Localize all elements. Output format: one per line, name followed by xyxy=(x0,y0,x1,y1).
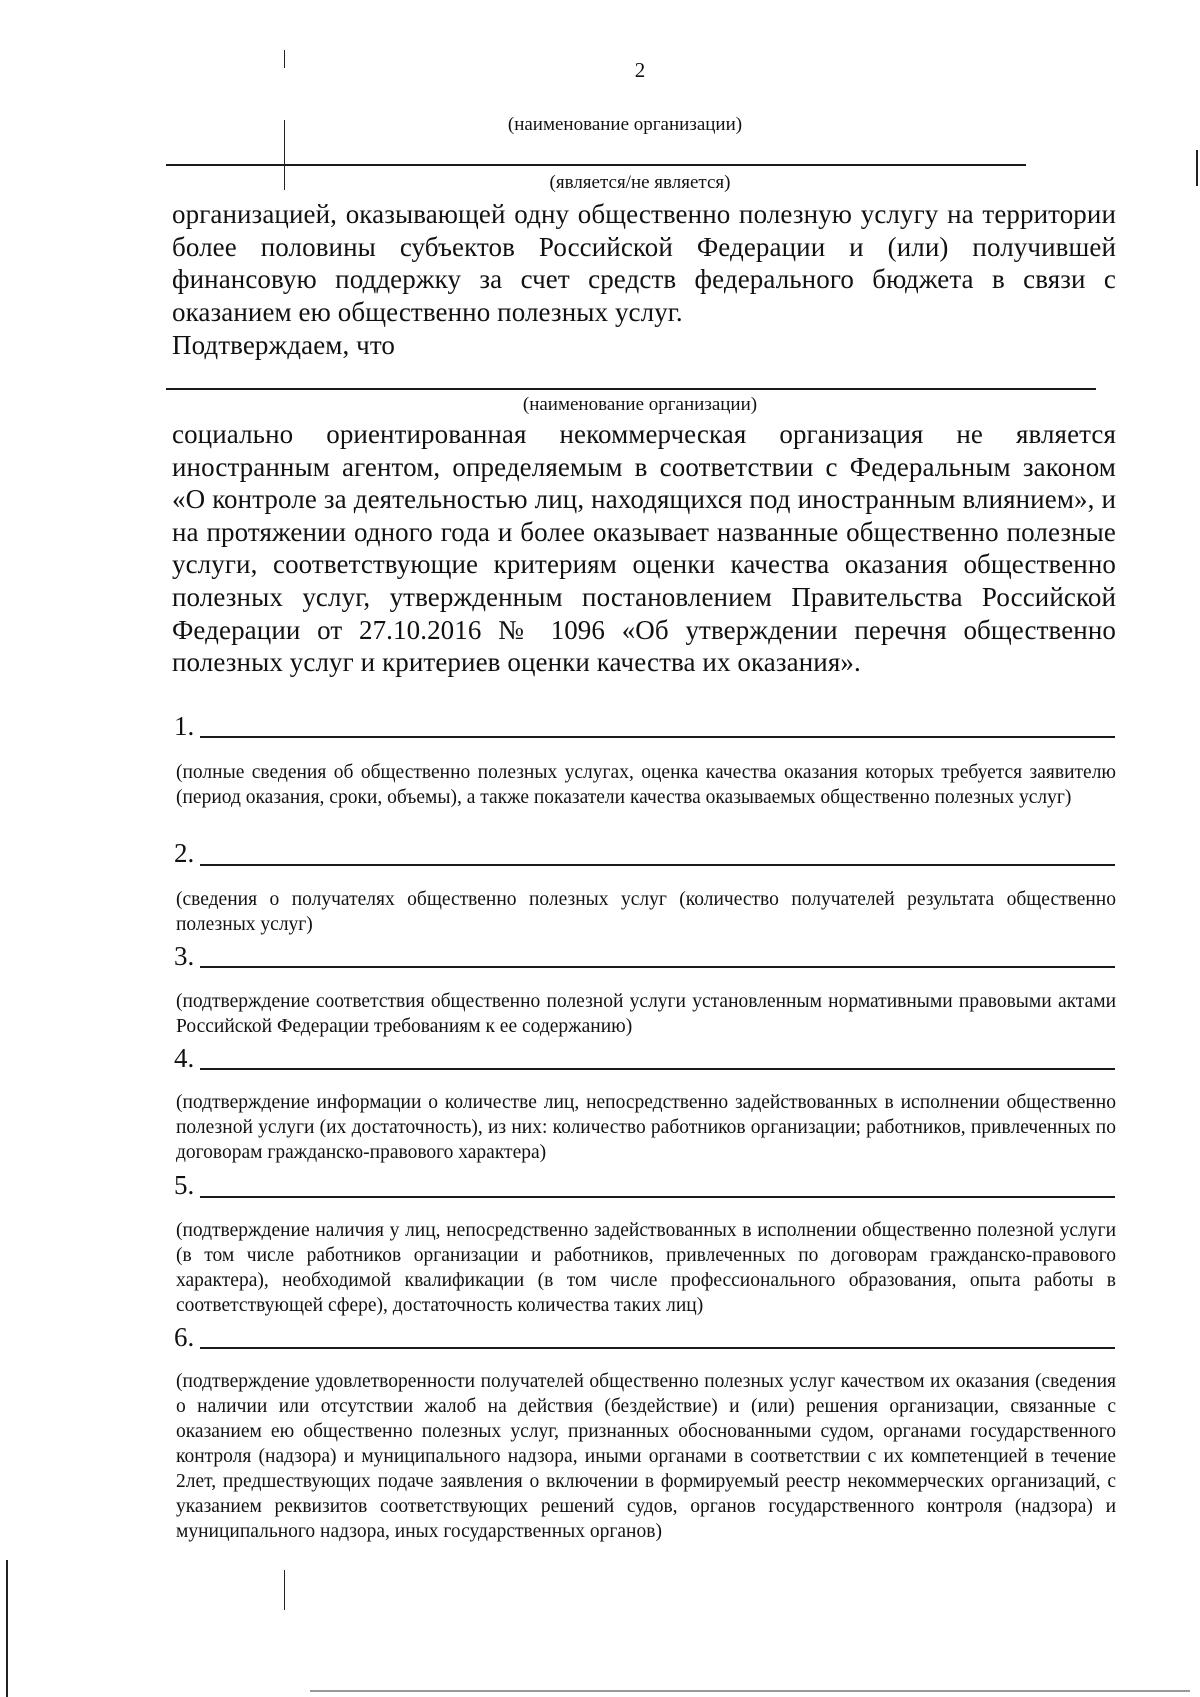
item-line-2[interactable] xyxy=(200,864,1115,866)
org-name-caption: (наименование организации) xyxy=(507,114,743,135)
org-name-line[interactable] xyxy=(166,388,1096,390)
item-line-6[interactable] xyxy=(200,1347,1115,1349)
scan-mark xyxy=(284,1570,285,1610)
scan-bottom-edge xyxy=(310,1690,1190,1692)
is-not-line[interactable] xyxy=(166,164,1026,166)
item-line-4[interactable] xyxy=(200,1068,1115,1070)
item-number-2: 2. xyxy=(174,838,195,868)
scan-mark xyxy=(6,1560,8,1697)
item-number-6: 6. xyxy=(174,1322,195,1352)
item-line-3[interactable] xyxy=(200,966,1115,968)
is-not-caption: (является/не является) xyxy=(549,172,731,193)
page-number: 2 xyxy=(634,58,646,82)
item-description-4: (подтверждение информации о количестве лиц, непосредственно задействованных в исполнении общественно полезной услуги (их достаточность), из них: количество работников организации; работников, привлеченных по договорам гражданско-правового характера) xyxy=(176,1092,1116,1163)
item-description-2: (сведения о получателях общественно полезных услуг (количество получателей результата общественно полезных услуг) xyxy=(176,889,1116,935)
confirm-intro: Подтверждаем, что xyxy=(172,330,395,360)
item-description-6: (подтверждение удовлетворенности получателей общественно полезных услуг качеством их оказания (сведения о наличии или отсутствии жалоб на действия (бездействие) и (или) решения организации, связанные с оказанием ею общественно полезных услуг, признанных обоснованными судом, органами государственного контроля (надзора) и муниципального надзора, иными органами в соответствии с их компетенцией в течение 2лет, предшествующих подаче заявления о включении в формируемый реестр некоммерческих организаций, с указанием реквизитов соответствующих решений судов, органов государственного контроля (надзора) и муниципального надзора, иных государственных органов) xyxy=(176,1371,1116,1542)
item-line-5[interactable] xyxy=(200,1196,1115,1198)
item-description-5: (подтверждение наличия у лиц, непосредственно задействованных в исполнении общественно полезной услуги (в том числе работников организации и работников, привлеченных по договорам гражданско-правового характера), необходимой квалификации (в том числе профессионального образования, опыта работы в соответствующей сфере), достаточность количества таких лиц) xyxy=(176,1220,1116,1316)
scan-mark xyxy=(1196,150,1198,186)
item-number-3: 3. xyxy=(174,941,195,971)
item-number-5: 5. xyxy=(174,1170,195,1200)
paragraph-confirmation: социально ориентированная некоммерческая организация не является иностранным агентом, определяемым в соответствии с Федеральным законом «О контроле за деятельностью лиц, находящихся под иностранным влиянием», и на протяжении одного года и более оказывает названные общественно полезные услуги, соответствующие критериям оценки качества оказания общественно полезных услуг, утвержденным постановлением Правительства Российской Федерации от 27.10.2016 № 1096 «Об утверждении перечня общественно полезных услуг и критериев оценки качества их оказания». xyxy=(172,419,1116,678)
item-line-1[interactable] xyxy=(200,736,1115,738)
item-description-3: (подтверждение соответствия общественно полезной услуги установленным нормативными правовыми актами Российской Федерации требованиям к ее содержанию) xyxy=(176,991,1116,1037)
item-number-4: 4. xyxy=(174,1043,195,1073)
paragraph-organization-status: организацией, оказывающей одну общественно полезную услугу на территории более половины субъектов Российской Федерации и (или) получившей финансовую поддержку за счет средств федерального бюджета в связи с оказанием ею общественно полезных услуг. xyxy=(172,199,1116,327)
scan-mark xyxy=(284,120,285,190)
item-description-1: (полные сведения об общественно полезных услугах, оценка качества оказания которых требуется заявителю (период оказания, сроки, объемы), а также показатели качества оказываемых общественно полезных услуг) xyxy=(176,762,1116,808)
scan-mark xyxy=(284,50,285,68)
item-number-1: 1. xyxy=(174,711,195,741)
org-name-caption-2: (наименование организации) xyxy=(522,394,758,415)
